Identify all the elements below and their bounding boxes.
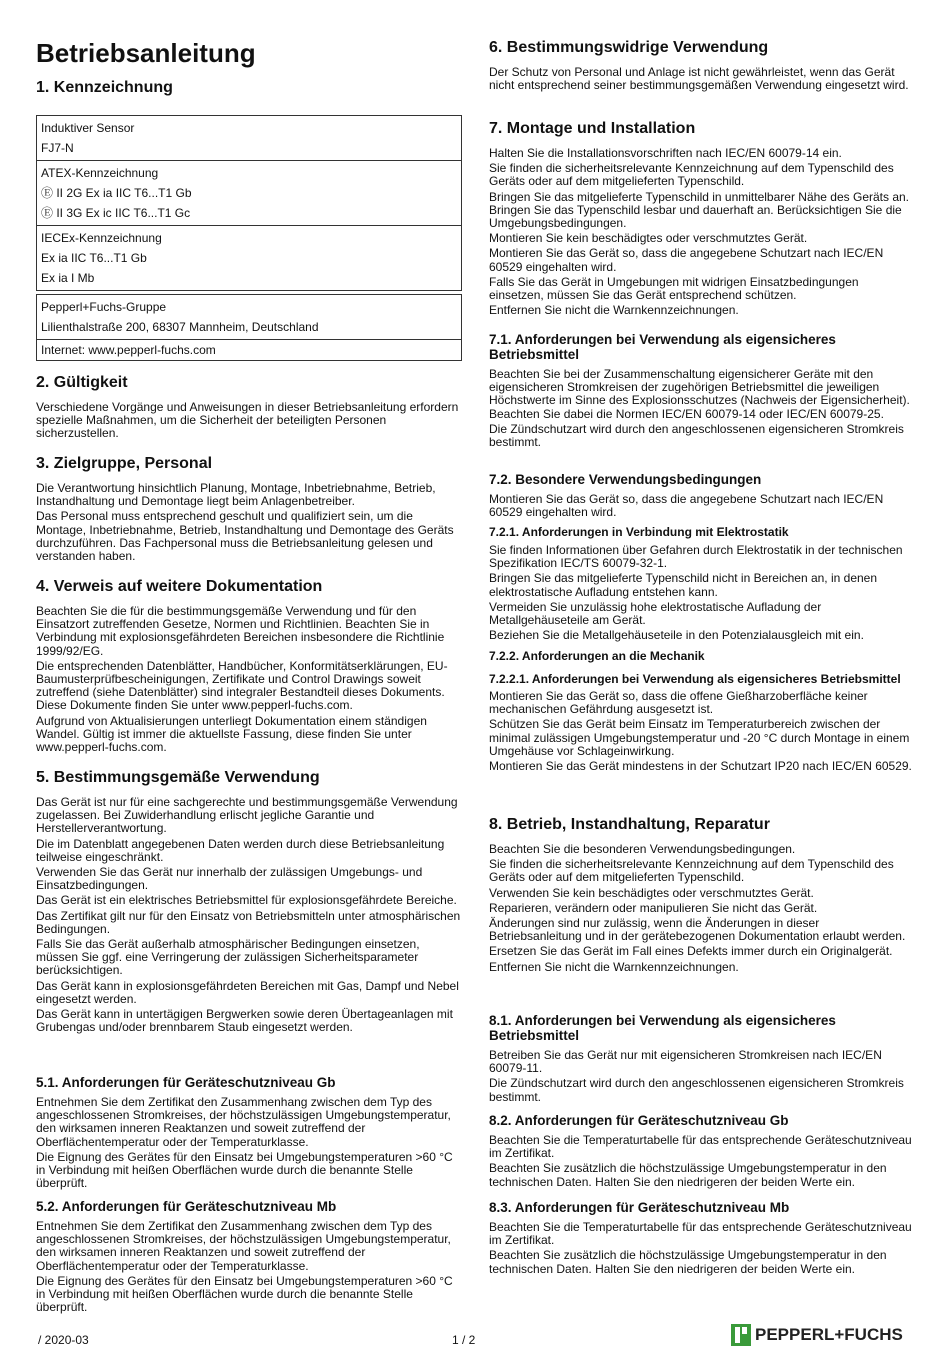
marking-table [36,115,462,291]
cell-line: Induktiver Sensor [41,121,135,135]
paragraph: Die Zündschutzart wird durch den angeschlossenen eigensicheren Stromkreis bestimmt. [489,1076,904,1104]
paragraph: Schützen Sie das Gerät beim Einsatz im Temperaturbereich zwischen der minimal zulässigen Umgebungstemperatur und -20 °C durch Montage in einem Umgehäuse vor Schlageinwirkung. [489,717,910,758]
section-6 [489,38,913,94]
section-7-2 [489,472,913,521]
section-6-heading: 6. Bestimmungswidrige Verwendung [489,39,769,56]
cell-line: Ⓔ II 2G Ex ia IIC T6...T1 Gb [41,186,192,200]
cell-line: Lilienthalstraße 200, 68307 Mannheim, Deutschland [41,320,319,334]
pf-logo-icon [731,1324,751,1346]
paragraph: Beachten Sie zusätzlich die höchstzulässige Umgebungstemperatur in den technischen Daten. Halten Sie den niedrigeren der beiden Werte ein. [489,1248,887,1276]
paragraph: Die Zündschutzart wird durch den angeschlossenen eigensicheren Stromkreis bestimmt. [489,421,904,450]
section-8 [489,815,913,976]
section-5-1-heading: 5.1. Anforderungen für Geräteschutzniveau Gb [36,1075,336,1090]
table-cell [37,116,462,161]
right-column [489,0,913,1330]
section-7-1 [489,332,913,451]
table-cell [37,295,462,340]
table-cell [37,161,462,226]
paragraph: Entfernen Sie nicht die Warnkennzeichnungen. [489,959,739,974]
section-7-2-2-1 [489,672,913,775]
paragraph: Montieren Sie das Gerät mindestens in der Schutzart IP20 nach IEC/EN 60529. [489,759,912,774]
cell-line: Ⓔ II 3G Ex ic IIC T6...T1 Gc [41,206,191,220]
section-7-2-2-heading: 7.2.2. Anforderungen an die Mechanik [489,649,705,663]
paragraph: Falls Sie das Gerät außerhalb atmosphärischer Bedingungen einsetzen, müssen Sie ggf. eine Verringerung der zulässigen Sicherheitsparameter berücksichtigen. [36,937,420,978]
paragraph: Die Eignung des Gerätes für den Einsatz bei Umgebungstemperaturen >60 °C in Verbindung mit heißen Oberflächen wurde durch die benannte Stelle überprüft. [36,1273,453,1315]
paragraph: Aufgrund von Aktualisierungen unterliegt Dokumentation einem ständigen Wandel. Gültig ist immer die aktuellste Fassung, diese finden Sie unter www.pepperl-fuchs.com. [36,713,427,755]
section-4 [36,577,462,756]
paragraph: Beachten Sie zusätzlich die höchstzulässige Umgebungstemperatur in den technischen Daten. Halten Sie den niedrigeren der beiden Werte ein. [489,1161,887,1189]
section-8-3 [489,1200,913,1278]
paragraph: Das Gerät ist nur für eine sachgerechte und bestimmungsgemäße Verwendung zugelassen. Bei Zuwiderhandlung erlischt jegliche Garantie und Herstellerverantwortung. [36,795,458,836]
paragraph: Verschiedene Vorgänge und Anweisungen in dieser Betriebsanleitung erfordern spezielle Maßnahmen, um die Sicherheit der beteiligten Personen sicherzustellen. [36,400,459,441]
paragraph: Das Zertifikat gilt nur für den Einsatz von Betriebsmitteln unter atmosphärischen Bedingungen. [36,908,461,936]
paragraph: Beachten Sie die Temperaturtabelle für das entsprechende Geräteschutzniveau im Zertifikat. [489,1133,912,1161]
table-cell [37,226,462,291]
paragraph: Sie finden Informationen über Gefahren durch Elektrostatik in der technischen Spezifikation IEC/TS 60079-32-1. [489,543,903,571]
section-1-heading: 1. Kennzeichnung [36,79,173,96]
paragraph: Falls Sie das Gerät in Umgebungen mit widrigen Einsatzbedingungen einsetzen, müssen Sie das Gerät entsprechend schützen. [489,274,859,303]
paragraph: Bringen Sie das mitgelieferte Typenschild nicht in Bereichen an, in denen elektrostatische Aufladung entstehen kann. [489,571,878,599]
paragraph: Entnehmen Sie dem Zertifikat den Zusammenhang zwischen dem Typ des angeschlossenen Stromkreises, der höchstzulässigen Umgebungstemperatur, den wirksamen inneren Reaktanzen und soweit zutreffend der Oberflächentemperatur oder der Temperaturklasse. [36,1095,451,1149]
paragraph: Montieren Sie das Gerät so, dass die angegebene Schutzart nach IEC/EN 60529 eingehalten wird. [489,492,884,520]
paragraph: Die Eignung des Gerätes für den Einsatz bei Umgebungstemperaturen >60 °C in Verbindung mit heißen Oberflächen wurde durch die benannte Stelle überprüft. [36,1149,453,1191]
section-2 [36,373,462,443]
paragraph: Entnehmen Sie dem Zertifikat den Zusammenhang zwischen dem Typ des angeschlossenen Stromkreises, der höchstzulässigen Umgebungstemperatur, den wirksamen inneren Reaktanzen und soweit zutreffend der Oberflächentemperatur oder der Temperaturklasse. [36,1219,451,1273]
paragraph: Montieren Sie das Gerät so, dass die angegebene Schutzart nach IEC/EN 60529 eingehalten wird. [489,246,884,274]
section-8-heading: 8. Betrieb, Instandhaltung, Reparatur [489,816,770,833]
paragraph: Bringen Sie das mitgelieferte Typenschild in unmittelbarer Nähe des Geräts an. Bringen Sie das Typenschild lesbar und dauerhaft an. Berücksichtigen Sie die Umgebungsbedingungen. [489,189,910,231]
paragraph: Entfernen Sie nicht die Warnkennzeichnungen. [489,303,739,318]
section-7-heading: 7. Montage und Installation [489,120,696,137]
cell-line: Ex ia IIC T6...T1 Gb [41,251,147,265]
section-2-heading: 2. Gültigkeit [36,374,128,391]
paragraph: Vermeiden Sie unzulässig hohe elektrostatische Aufladung der Metallgehäuseteile am Gerät. [489,599,822,628]
section-5-heading: 5. Bestimmungsgemäße Verwendung [36,769,320,786]
paragraph: Änderungen sind nur zulässig, wenn die Änderungen in dieser Betriebsanleitung und in der gerätebezogenen Dokumentation erlaubt werden. [489,916,906,944]
paragraph: Beachten Sie die für die bestimmungsgemäße Verwendung und für den Einsatzort zutreffenden Gesetze, Normen und Richtlinien. Beachten Sie in Verbindung mit explosionsgefährdeten Bereichen insbesondere die Richtlinie 1999/92/EG. [36,604,445,658]
paragraph: Die Verantwortung hinsichtlich Planung, Montage, Inbetriebnahme, Betrieb, Instandhaltung und Demontage liegt beim Anlagenbetreiber. [36,481,436,509]
footer-page-number: 1 / 2 [452,1333,476,1347]
paragraph: Das Personal muss entsprechend geschult und qualifiziert sein, um die Montage, Inbetriebnahme, Betrieb, Instandhaltung und Demontage des Geräts durchzuführen. Das Fachpersonal muss die Betriebsanleitung gelesen und verstanden haben. [36,509,454,564]
cell-line: FJ7-N [41,141,74,155]
section-7-1-heading: 7.1. Anforderungen bei Verwendung als eigensicheres Betriebsmittel [489,332,836,362]
paragraph: Die entsprechenden Datenblätter, Handbücher, Konformitätserklärungen, EU-Baumusterprüfbescheinigungen, Zertifikate und Control Drawings soweit zutreffend (siehe Datenblätter) sind integraler Bestandteil dieses Dokuments. Diese Dokumente finden Sie unter www.pepperl-fuchs.com. [36,658,448,713]
section-8-2 [489,1113,913,1191]
section-7-2-2-1-heading: 7.2.2.1. Anforderungen bei Verwendung als eigensicheres Betriebsmittel [489,672,901,686]
document-title: Betriebsanleitung [36,38,256,68]
paragraph: Halten Sie die Installationsvorschriften nach IEC/EN 60079-14 ein. [489,146,842,160]
section-3-heading: 3. Zielgruppe, Personal [36,455,213,472]
section-4-heading: 4. Verweis auf weitere Dokumentation [36,578,323,595]
section-3 [36,454,462,565]
footer-date: / 2020-03 [38,1333,89,1347]
paragraph: Beachten Sie bei der Zusammenschaltung eigensicherer Geräte mit den eigensicheren Stromkreisen der zugehörigen Betriebsmittel die jeweiligen Höchstwerte im Sinne des Explosionsschutzes (Nachweis der Eigensicherheit). Beachten Sie dabei die Normen IEC/EN 60079-14 oder IEC/EN 60079-25. [489,367,910,421]
paragraph: Das Gerät kann in untertägigen Bergwerken sowie deren Übertageanlagen mit Grubengas und/oder brennbarem Staub eingesetzt werden. [36,1007,453,1035]
section-5-1 [36,1075,462,1192]
cell-line: ATEX-Kennzeichnung [41,166,159,180]
section-7-2-1 [489,525,913,644]
cell-line: Ex ia I Mb [41,271,95,285]
paragraph: Das Gerät kann in explosionsgefährdeten Bereichen mit Gas, Dampf und Nebel eingesetzt werden. [36,978,459,1006]
section-7 [489,119,913,319]
paragraph: Reparieren, verändern oder manipulieren Sie nicht das Gerät. [489,900,818,915]
paragraph: Montieren Sie kein beschädigtes oder verschmutztes Gerät. [489,231,808,246]
paragraph: Beachten Sie die besonderen Verwendungsbedingungen. [489,842,796,856]
left-column [36,0,462,1330]
cell-line: Pepperl+Fuchs-Gruppe [41,300,167,314]
section-8-1 [489,1013,913,1106]
section-7-2-1-heading: 7.2.1. Anforderungen in Verbindung mit Elektrostatik [489,525,789,539]
paragraph: Die im Datenblatt angegebenen Daten werden durch diese Betriebsanleitung teilweise eingeschränkt. [36,836,445,864]
manufacturer-table [36,294,462,361]
table-cell [37,340,462,361]
paragraph: Betreiben Sie das Gerät nur mit eigensicheren Stromkreisen nach IEC/EN 60079-11. [489,1048,882,1076]
paragraph: Verwenden Sie das Gerät nur innerhalb der zulässigen Umgebungs- und Einsatzbedingungen. [36,865,423,893]
logo-text: PEPPERL+FUCHS [755,1325,903,1344]
section-5-2-heading: 5.2. Anforderungen für Geräteschutzniveau Mb [36,1199,337,1214]
section-8-1-heading: 8.1. Anforderungen bei Verwendung als eigensicheres Betriebsmittel [489,1013,836,1043]
section-5 [36,768,462,1036]
internet-link[interactable]: Internet: www.pepperl-fuchs.com [41,343,216,357]
section-5-2 [36,1199,462,1316]
paragraph: Das Gerät ist ein elektrisches Betriebsmittel für explosionsgefährdete Bereiche. [36,893,457,908]
paragraph: Sie finden die sicherheitsrelevante Kennzeichnung auf dem Typenschild des Geräts oder auf dem mitgelieferten Typenschild. [489,161,894,189]
paragraph: Ersetzen Sie das Gerät im Fall eines Defekts immer durch ein Originalgerät. [489,944,893,959]
section-8-2-heading: 8.2. Anforderungen für Geräteschutzniveau Gb [489,1113,789,1128]
section-7-2-2 [489,649,913,663]
section-8-3-heading: 8.3. Anforderungen für Geräteschutzniveau Mb [489,1200,790,1215]
pepperl-fuchs-logo [731,1324,903,1346]
paragraph: Beachten Sie die Temperaturtabelle für das entsprechende Geräteschutzniveau im Zertifikat. [489,1220,912,1248]
section-7-2-heading: 7.2. Besondere Verwendungsbedingungen [489,472,762,487]
paragraph: Beziehen Sie die Metallgehäuseteile in den Potenzialausgleich mit ein. [489,628,864,643]
cell-line: IECEx-Kennzeichnung [41,231,162,245]
paragraph: Sie finden die sicherheitsrelevante Kennzeichnung auf dem Typenschild des Geräts oder auf dem mitgelieferten Typenschild. [489,857,894,885]
paragraph: Montieren Sie das Gerät so, dass die offene Gießharzoberfläche keiner mechanischen Gefährdung ausgesetzt ist. [489,689,868,717]
paragraph: Verwenden Sie kein beschädigtes oder verschmutztes Gerät. [489,885,814,900]
paragraph: Der Schutz von Personal und Anlage ist nicht gewährleistet, wenn das Gerät nicht entsprechend seiner bestimmungsgemäßen Verwendung eingesetzt wird. [489,65,909,93]
